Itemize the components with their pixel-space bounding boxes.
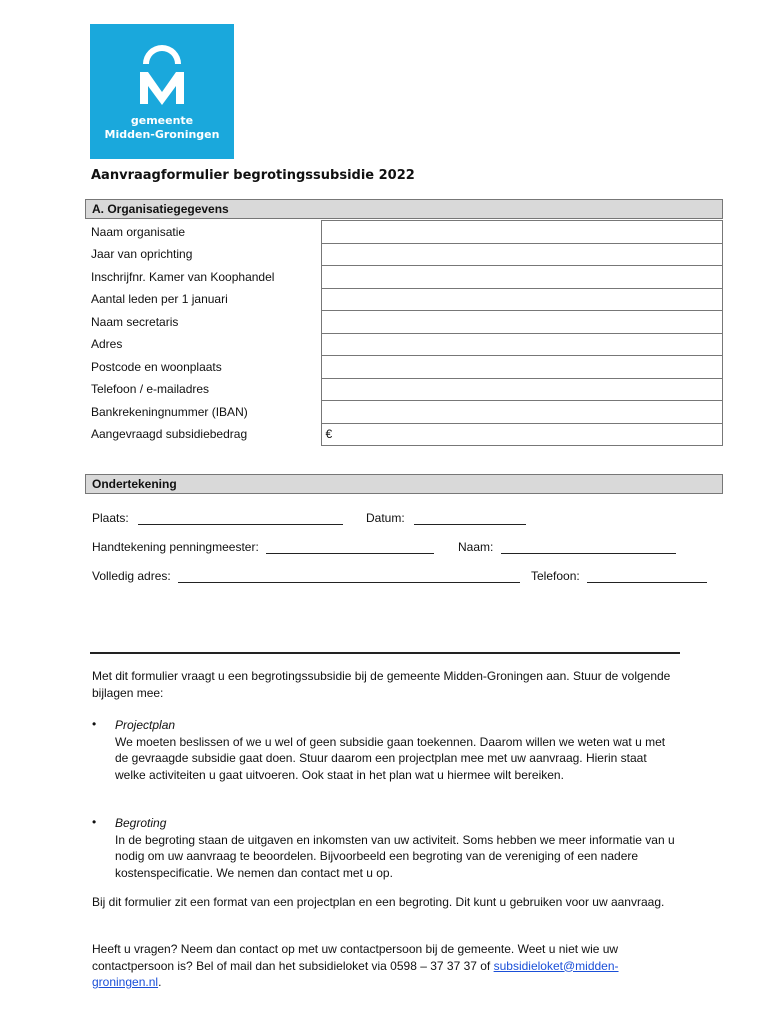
datum-input-line[interactable] (414, 512, 526, 525)
iban-field[interactable] (321, 401, 723, 424)
jaar-oprichting-field[interactable] (321, 243, 723, 266)
bullet-title: Projectplan (115, 718, 176, 732)
table-row (85, 423, 723, 446)
postcode-woonplaats-field[interactable] (321, 356, 723, 379)
datum-row (366, 511, 526, 525)
bullet-text: We moeten beslissen of we u wel of geen subsidie gaan toekennen. Daarom willen we weten wat u met de gevraagde subsidie gaat doen. Stuur daarom een projectplan mee met uw aanvraag. Hierin staat welke activiteiten u gaat uitvoeren. Ook staat in het plan wat u hiermee wilt bereiken. (115, 734, 666, 782)
table-row (85, 243, 723, 266)
field-label: Adres (91, 337, 123, 352)
municipality-logo (90, 24, 234, 159)
plaats-label: Plaats: (92, 511, 129, 525)
signature-heading: Ondertekening (85, 474, 723, 494)
telefoon-label: Telefoon: (531, 569, 580, 583)
table-row (85, 401, 723, 424)
naam-row (458, 540, 676, 554)
handtekening-label: Handtekening penningmeester: (92, 540, 259, 554)
table-row (85, 356, 723, 379)
naam-input-line[interactable] (501, 541, 676, 554)
subsidiebedrag-field[interactable]: € (321, 423, 723, 446)
contact-paragraph (92, 941, 672, 991)
table-row (85, 288, 723, 311)
field-label: Telefoon / e-mailadres (91, 382, 210, 397)
bullet-dot-icon: • (92, 815, 97, 829)
datum-label: Datum: (366, 511, 405, 525)
organisation-details-table (85, 220, 723, 446)
handtekening-input-line[interactable] (266, 541, 434, 554)
field-label: Naam secretaris (91, 314, 179, 329)
intro-paragraph: Met dit formulier vraagt u een begrotingssubsidie bij de gemeente Midden-Groningen aan. Stuur de volgende bijlagen mee: (92, 669, 671, 700)
adres-label: Volledig adres: (92, 569, 171, 583)
adres-row (92, 569, 520, 583)
field-label: Jaar van oprichting (91, 247, 193, 262)
table-row (85, 266, 723, 289)
logo-text-line1: gemeente (130, 114, 194, 127)
field-label: Naam organisatie (91, 224, 186, 239)
adres-field[interactable] (321, 333, 723, 356)
kvk-nummer-field[interactable] (321, 266, 723, 289)
bullet-title: Begroting (115, 816, 167, 830)
table-row (85, 333, 723, 356)
email-suffix: . (158, 975, 162, 989)
email-link[interactable]: subsidieloket@midden-groningen.nl (92, 958, 619, 989)
table-row (85, 311, 723, 334)
telefoon-input-line[interactable] (587, 570, 707, 583)
table-row (85, 221, 723, 244)
adres-input-line[interactable] (178, 570, 520, 583)
aantal-leden-field[interactable] (321, 288, 723, 311)
section-a-heading: A. Organisatiegegevens (85, 199, 723, 219)
bullet-text: In de begroting staan de uitgaven en inkomsten van uw activiteit. Soms hebben we meer informatie van u nodig om uw aanvraag te beoordelen. Bijvoorbeeld een begroting van de vereniging of een nadere kostenspecificatie. We nemen dan contact met u op. (115, 832, 675, 880)
handtekening-row (92, 540, 434, 554)
telefoon-email-field[interactable] (321, 378, 723, 401)
naam-secretaris-field[interactable] (321, 311, 723, 334)
contact-text: Heeft u vragen? Neem dan contact op met uw contactpersoon bij de gemeente. Weet u niet wie uw contactpersoon is? Bel of mail dan het subsidieloket via 0598 – 37 37 37 of (92, 942, 619, 973)
field-label: Aangevraagd subsidiebedrag (91, 427, 248, 442)
field-label: Postcode en woonplaats (91, 359, 222, 374)
bullet-dot-icon: • (92, 717, 97, 731)
naam-organisatie-field[interactable] (321, 221, 723, 244)
logo-text-line2: Midden-Groningen (104, 128, 220, 141)
field-label: Bankrekeningnummer (IBAN) (91, 404, 248, 419)
field-label: Inschrijfnr. Kamer van Koophandel (91, 269, 275, 284)
telefoon-row (531, 569, 707, 583)
format-note-paragraph: Bij dit formulier zit een format van een projectplan en een begroting. Dit kunt u gebruiken voor uw aanvraag. (92, 895, 665, 909)
table-row (85, 378, 723, 401)
page-title: Aanvraagformulier begrotingssubsidie 2022 (91, 168, 415, 183)
plaats-input-line[interactable] (138, 512, 343, 525)
divider (90, 652, 680, 654)
field-label: Aantal leden per 1 januari (91, 292, 228, 307)
naam-label: Naam: (458, 540, 494, 554)
plaats-row (92, 511, 343, 525)
